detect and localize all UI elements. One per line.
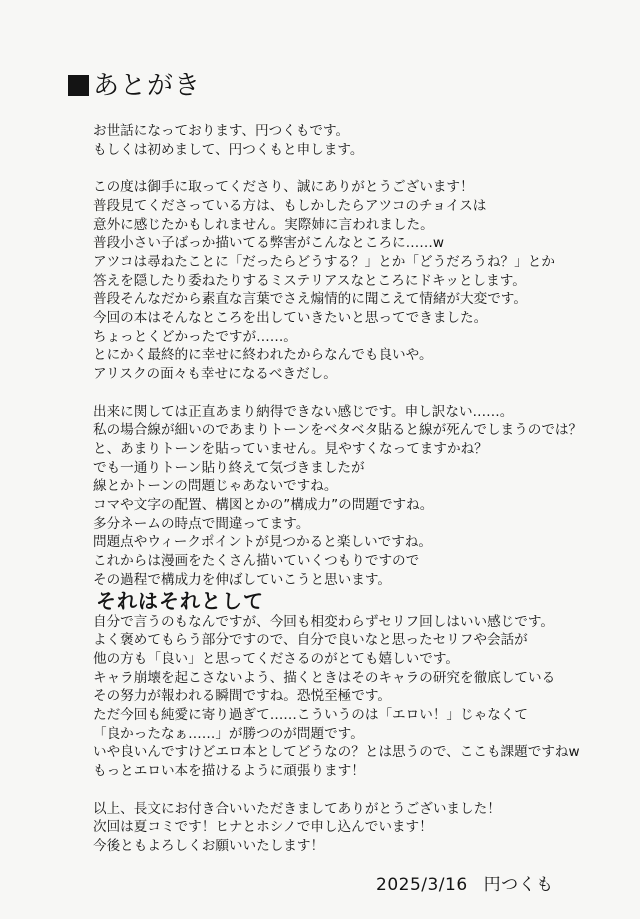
text-line: と、あまりトーンを貼っていません。見やすくなってますかね？	[93, 440, 488, 457]
afterword-heading	[68, 70, 201, 102]
text-line: その努力が報われる瞬間ですね。恐悦至極です。	[93, 688, 391, 705]
text-line: 普段小さい子ばっか描いてる弊害がこんなところに……w	[93, 235, 444, 252]
text-line: キャラ崩壊を起こさないよう、描くときはそのキャラの研究を徹底している	[93, 669, 556, 686]
afterword-body	[93, 122, 613, 856]
text-line: よく褒めてもらう部分ですので、自分で良いなと思ったセリフや会話が	[93, 632, 528, 649]
paragraph-dialogue	[93, 613, 613, 781]
paragraph-quality	[93, 403, 613, 590]
text-line: もっとエロい本を描けるように頑張ります！	[93, 763, 365, 780]
text-line: 多分ネームの時点で間違ってます。	[93, 515, 310, 532]
text-line: これからは漫画をたくさん描いていくつもりですので	[93, 553, 420, 570]
signature-author: 円つくも	[483, 875, 554, 895]
text-line: でも一通りトーン貼り終えて気づきましたが	[93, 459, 365, 476]
black-square-icon	[68, 75, 89, 96]
signature-date: 2025/3/16	[376, 875, 468, 895]
text-line: アリスクの面々も幸せになるべきだし。	[93, 366, 337, 383]
text-line: とにかく最終的に幸せに終われたからなんでも良いや。	[93, 347, 433, 364]
text-line: コマや文字の配置、構図とかの”構成力”の問題ですね。	[93, 497, 434, 514]
text-line: 普段そんなだから素直な言葉でさえ煽情的に聞こえて情緒が大変です。	[93, 291, 527, 308]
signature	[376, 873, 554, 897]
text-line: 以上、長文にお付き合いいただきましてありがとうございました！	[93, 800, 501, 817]
text-line: アツコは尋ねたことに「だったらどうする？」とか「どうだろうね？」とか	[93, 253, 555, 270]
paragraph-closing	[93, 800, 613, 856]
text-line: 他の方も「良い」と思ってくださるのがとても嬉しいです。	[93, 650, 459, 667]
text-line: この度は御手に取ってくださり、誠にありがとうございます！	[93, 179, 474, 196]
text-line: 「良かったなぁ……」が勝つのが問題です。	[93, 725, 364, 742]
section-subheading: それはそれとして	[96, 588, 264, 613]
text-line: 次回は夏コミです！ヒナとホシノで申し込んでいます！	[93, 819, 433, 836]
heading-text: あとがき	[93, 71, 202, 101]
text-line: 自分で言うのもなんですが、今回も相変わらずセリフ回しはいい感じです。	[93, 613, 554, 630]
text-line: いや良いんですけどエロ本としてどうなの？とは思うので、ここも課題ですねw	[93, 744, 580, 761]
text-line: 出来に関しては正直あまり納得できない感じです。申し訳ない……。	[93, 403, 514, 420]
text-line: ただ今回も純愛に寄り過ぎて……こういうのは「エロい！」じゃなくて	[93, 707, 528, 724]
text-line: 今回の本はそんなところを出していきたいと思ってできました。	[93, 310, 488, 327]
text-line: 私の場合線が細いのであまりトーンをベタベタ貼ると線が死んでしまうのでは？	[93, 422, 583, 439]
text-line: その過程で構成力を伸ばしていこうと思います。	[93, 571, 391, 588]
paragraph-greeting	[93, 122, 613, 159]
text-line: もしくは初めまして、円つくもと申します。	[93, 141, 364, 158]
text-line: 普段見てくださっている方は、もしかしたらアツコのチョイスは	[93, 197, 487, 214]
text-line: 答えを隠したり委ねたりするミステリアスなところにドキッとします。	[93, 272, 526, 289]
text-line: ちょっとくどかったですが……。	[93, 328, 297, 345]
text-line: 今後ともよろしくお願いいたします！	[93, 837, 325, 854]
text-line: 意外に感じたかもしれません。実際姉に言われました。	[93, 216, 434, 233]
text-line: お世話になっております、円つくもです。	[93, 123, 350, 139]
text-line: 線とかトーンの問題じゃあないですね。	[93, 478, 338, 495]
paragraph-thanks	[93, 178, 613, 384]
text-line: 問題点やウィークポイントが見つかると楽しいですね。	[93, 534, 433, 551]
